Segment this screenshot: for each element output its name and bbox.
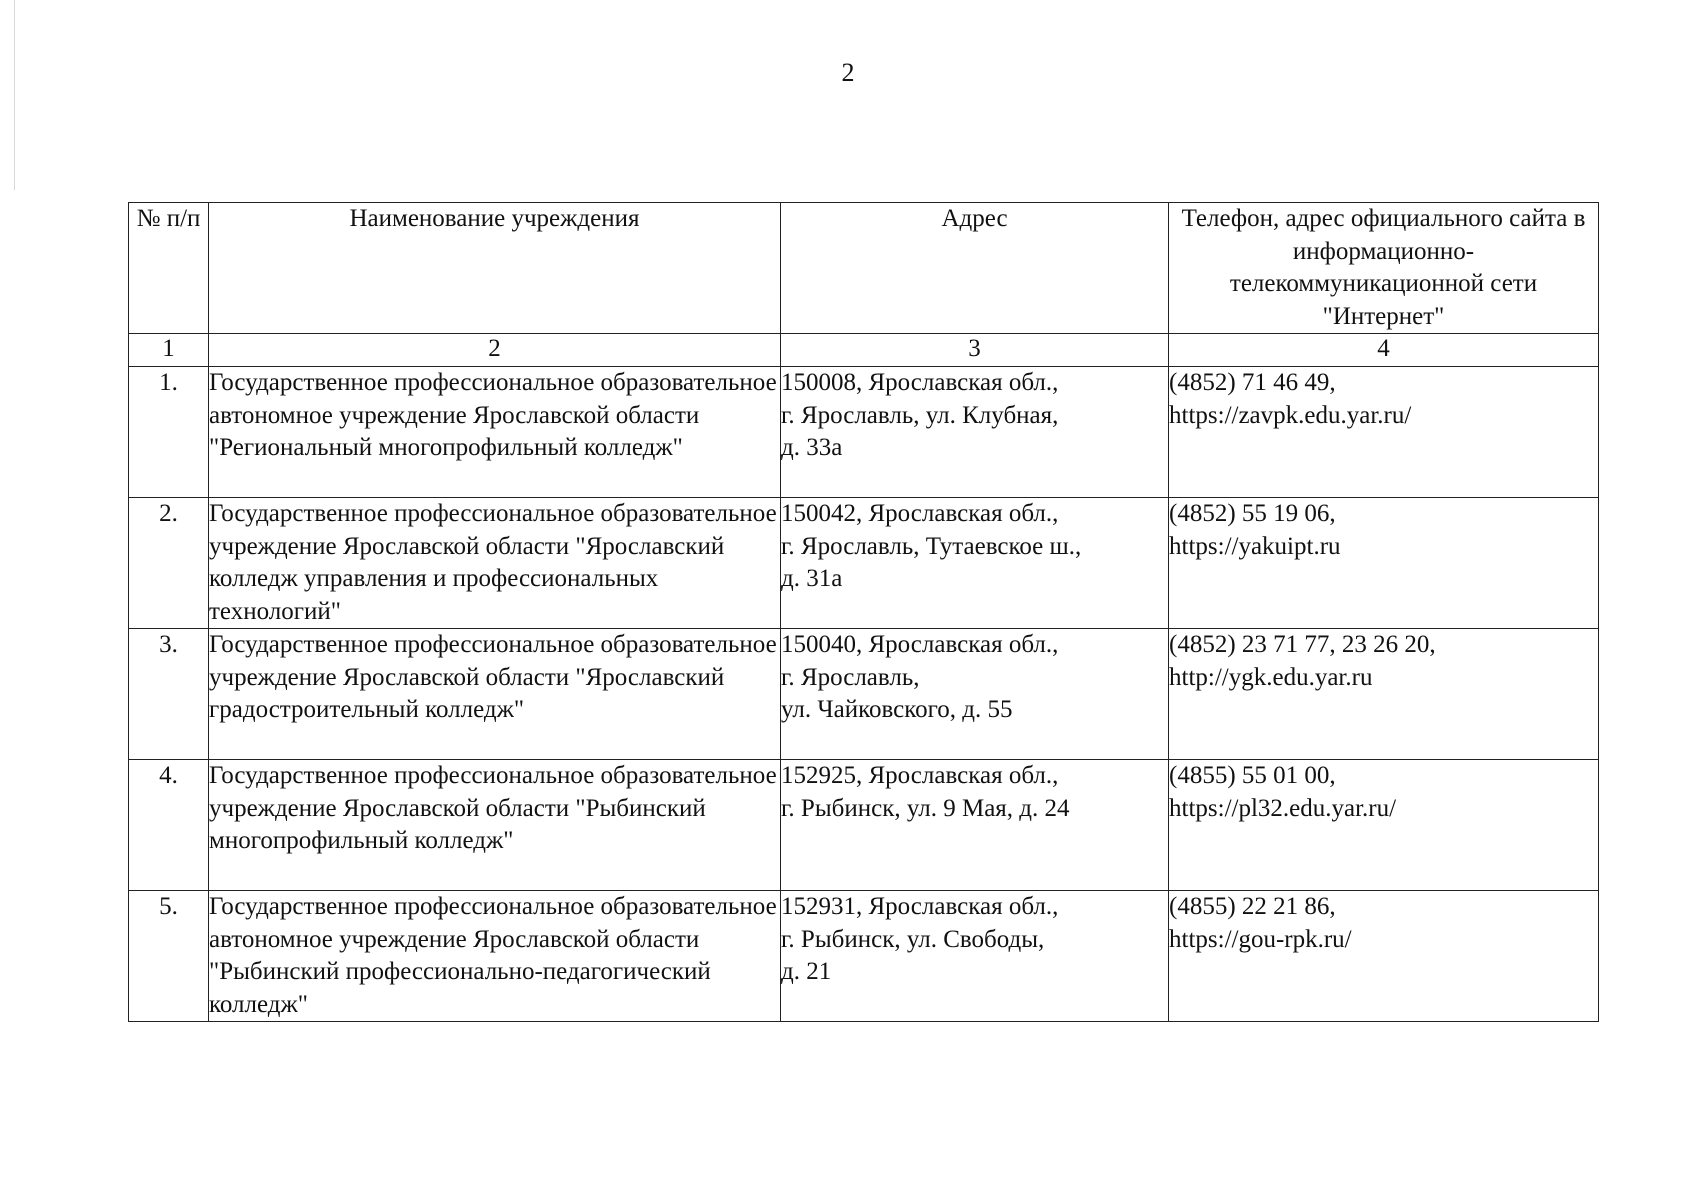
institution-name: Государственное профессиональное образовательное автономное учреждение Ярославской области "Региональный многопрофильный колледж": [209, 367, 781, 498]
table-row: [129, 760, 1599, 891]
institution-address: 150008, Ярославская обл., г. Ярославль, ул. Клубная, д. 33а: [781, 367, 1169, 498]
institution-address: 152925, Ярославская обл., г. Рыбинск, ул. 9 Мая, д. 24: [781, 760, 1169, 891]
header-address: Адрес: [781, 203, 1169, 334]
scan-edge-mark: [14, 0, 15, 190]
institution-address: 150040, Ярославская обл., г. Ярославль, ул. Чайковского, д. 55: [781, 629, 1169, 760]
institution-name: Государственное профессиональное образовательное учреждение Ярославской области "Ярославский градостроительный колледж": [209, 629, 781, 760]
institution-name: Государственное профессиональное образовательное учреждение Ярославской области "Рыбинский многопрофильный колледж": [209, 760, 781, 891]
institution-contact: (4852) 55 19 06, https://yakuipt.ru: [1169, 498, 1599, 629]
column-index: 2: [209, 334, 781, 367]
table-row: [129, 498, 1599, 629]
table-header-row: [129, 203, 1599, 334]
institutions-table: [128, 202, 1599, 1022]
column-index: 4: [1169, 334, 1599, 367]
institution-address: 152931, Ярославская обл., г. Рыбинск, ул. Свободы, д. 21: [781, 891, 1169, 1022]
header-name: Наименование учреждения: [209, 203, 781, 334]
table-row: [129, 629, 1599, 760]
table-row: [129, 891, 1599, 1022]
row-number: 4.: [129, 760, 209, 891]
row-number: 2.: [129, 498, 209, 629]
institution-contact: (4852) 23 71 77, 23 26 20, http://ygk.edu.yar.ru: [1169, 629, 1599, 760]
institution-contact: (4855) 22 21 86, https://gou-rpk.ru/: [1169, 891, 1599, 1022]
column-index: 3: [781, 334, 1169, 367]
header-num: № п/п: [129, 203, 209, 334]
column-index: 1: [129, 334, 209, 367]
institution-name: Государственное профессиональное образовательное учреждение Ярославской области "Ярославский колледж управления и профессиональных технологий": [209, 498, 781, 629]
table-row: [129, 367, 1599, 498]
institution-address: 150042, Ярославская обл., г. Ярославль, Тутаевское ш., д. 31а: [781, 498, 1169, 629]
institution-contact: (4855) 55 01 00, https://pl32.edu.yar.ru/: [1169, 760, 1599, 891]
page-number: 2: [841, 58, 855, 87]
row-number: 1.: [129, 367, 209, 498]
row-number: 5.: [129, 891, 209, 1022]
header-contact: Телефон, адрес официального сайта в информационно-телекоммуникационной сети "Интернет": [1169, 203, 1599, 334]
row-number: 3.: [129, 629, 209, 760]
institution-name: Государственное профессиональное образовательное автономное учреждение Ярославской области "Рыбинский профессионально-педагогический колледж": [209, 891, 781, 1022]
institution-contact: (4852) 71 46 49, https://zavpk.edu.yar.ru/: [1169, 367, 1599, 498]
column-index-row: [129, 334, 1599, 367]
